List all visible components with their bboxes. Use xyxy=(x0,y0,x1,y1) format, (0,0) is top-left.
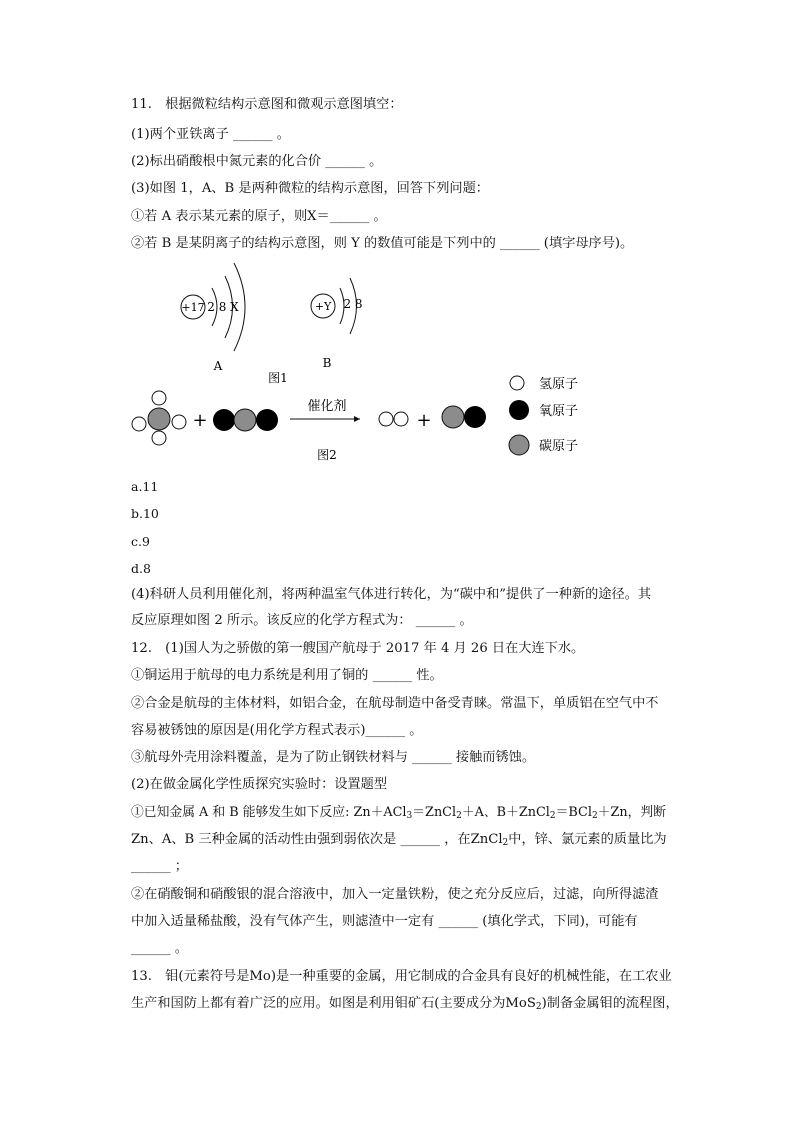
q11-part4-line2: 反应原理如图 2 所示。该反应的化学方程式为： ______ 。 xyxy=(131,613,473,628)
catalyst-label: 催化剂 xyxy=(307,399,347,414)
q11-option-a: a.11 xyxy=(131,479,159,494)
atom-b-diagram xyxy=(311,278,363,370)
figure1-caption: 图1 xyxy=(268,371,288,385)
legend-carbon-icon xyxy=(509,435,529,455)
q11-option-c: c.9 xyxy=(131,534,150,549)
q11-title: 11. 根据微粒结构示意图和微观示意图填空： xyxy=(131,97,403,112)
q12-part1-sub2-line2: 容易被锈蚀的原因是(用化学方程式表示)______ 。 xyxy=(131,723,423,738)
molecule-carbon-dioxide xyxy=(213,409,278,431)
q11-option-b: b.10 xyxy=(131,506,159,521)
q11-part3: (3)如图 1，A、B 是两种微粒的结构示意图，回答下列问题： xyxy=(131,181,489,196)
q12-part1-sub2-line1: ②合金是航母的主体材料，如铝合金，在航母制造中备受青睐。常温下，单质铝在空气中不 xyxy=(131,696,659,711)
q12-title: 12. (1)国人为之骄傲的第一艘国产航母于 2017 年 4 月 26 日在大连下水。 xyxy=(131,641,585,656)
atom-b-label: B xyxy=(322,356,332,370)
molecule-methane xyxy=(132,391,186,445)
q12-part1-sub1: ①铜运用于航母的电力系统是利用了铜的 ______ 性。 xyxy=(131,668,443,683)
q12-part2: (2)在做金属化学性质探究实验时：设置题型 xyxy=(131,777,388,792)
legend-hydrogen-label: 氢原子 xyxy=(539,377,579,392)
q11-part3-sub2: ②若 B 是某阴离子的结构示意图，则 Y 的数值可能是下列中的 ______ (填字母序号)。 xyxy=(131,236,634,251)
legend-oxygen-label: 氧原子 xyxy=(539,404,579,419)
figure1-atom-diagrams xyxy=(170,258,410,388)
q11-part3-sub1: ①若 A 表示某元素的原子，则X＝______ 。 xyxy=(131,209,387,224)
q12-part2-sub1-line2: Zn、A、B 三种金属的活动性由强到弱依次是 ______ ，在ZnCl$_2$中，锌、氯元素的质量比为 xyxy=(131,832,667,848)
legend-carbon-label: 碳原子 xyxy=(539,439,579,454)
q12-part2-sub1-line3: ______ ； xyxy=(131,859,188,874)
q13-line1: 13. 钼(元素符号是Mo)是一种重要的金属，用它制成的合金具有良好的机械性能，在工农业 xyxy=(131,969,672,984)
q13-line2: 生产和国防上都有着广泛的应用。如图是利用钼矿石(主要成分为MoS$_2$)制备金属钼的流程图， xyxy=(131,996,679,1012)
legend-hydrogen-icon xyxy=(510,376,524,390)
legend-oxygen-icon xyxy=(509,400,529,420)
atom-a-label: A xyxy=(213,359,223,373)
q12-part1-sub3: ③航母外壳用涂料覆盖，是为了防止钢铁材料与 ______ 接触而锈蚀。 xyxy=(131,750,536,765)
atom-b-shell-electrons: 2 8 xyxy=(343,297,363,311)
atom-b-nucleus-label: +Y xyxy=(314,300,332,313)
figure2-legend-panel xyxy=(505,370,615,460)
molecule-hydrogen xyxy=(379,412,408,426)
q11-part2: (2)标出硝酸根中氮元素的化合价 ______ 。 xyxy=(131,154,383,169)
q11-part1: (1)两个亚铁离子 ______ 。 xyxy=(131,127,290,142)
q12-part2-sub1-line1: ①已知金属 A 和 B 能够发生如下反应: Zn＋ACl$_3$＝ZnCl$_2$＋A、B＋ZnCl$_2$＝BCl$_2$＋Zn，判断 xyxy=(131,805,666,821)
q12-part2-sub2-line2: 中加入适量稀盐酸，没有气体产生，则滤渣中一定有 ______ (填化学式，下同)，可能有 xyxy=(131,914,638,929)
molecule-carbon-monoxide xyxy=(442,406,486,428)
q12-part2-sub2-line3: ______ 。 xyxy=(131,941,188,956)
q12-part2-sub2-line1: ②在硝酸铜和硝酸银的混合溶液中，加入一定量铁粉，使之充分反应后，过滤，向所得滤渣 xyxy=(131,887,659,902)
figure2-caption: 图2 xyxy=(317,448,337,462)
q11-part4-line1: (4)科研人员利用催化剂，将两种温室气体进行转化，为“碳中和”提供了一种新的途径。其 xyxy=(131,587,652,602)
atom-a-nucleus-label: +17 xyxy=(181,301,205,314)
plus-sign-2: + xyxy=(416,410,432,431)
q11-option-d: d.8 xyxy=(131,561,151,576)
atom-a-shell-electrons: 2 8 X xyxy=(207,300,239,314)
plus-sign-1: + xyxy=(192,410,208,431)
atom-a-diagram xyxy=(181,263,245,373)
